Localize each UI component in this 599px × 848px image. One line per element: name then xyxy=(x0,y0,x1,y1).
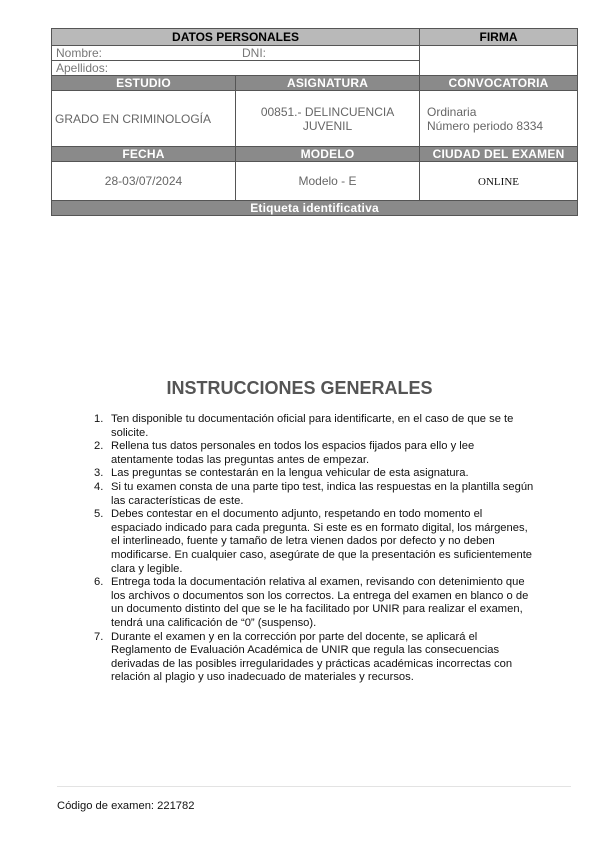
ciudad-header: CIUDAD DEL EXAMEN xyxy=(420,147,578,162)
instruction-line: tendrá una calificación de “0” (suspenso). xyxy=(111,616,317,629)
convocatoria-line-2: Número periodo 8334 xyxy=(427,118,544,133)
instruction-line: Reglamento de Evaluación Académica de UNIR que regula las consecuencias xyxy=(111,644,500,657)
ciudad-value-text: ONLINE xyxy=(478,176,519,188)
instruction-line: Rellena tus datos personales en todos los espacios fijados para ello y lee xyxy=(111,440,475,453)
instruction-line: Si tu examen consta de una parte tipo test, indica las respuestas en la plantilla según xyxy=(111,480,534,493)
apellidos-label: Apellidos: xyxy=(56,61,109,75)
estudio-value: GRADO EN CRIMINOLOGÍA xyxy=(52,91,236,147)
instruction-line: Debes contestar en el documento adjunto, respetando en todo momento el xyxy=(111,508,483,521)
instruction-number: 7. xyxy=(94,630,104,643)
instruction-item xyxy=(88,576,570,630)
instruction-line: un documento distinto del que se le ha facilitado por UNIR para realizar el examen, xyxy=(111,603,523,616)
ciudad-value xyxy=(420,162,578,201)
instruction-line: los archivos o documentos son los correctos. La entrega del examen en blanco o de xyxy=(111,589,529,602)
instruction-line: relación al plagio y uso inadecuado de materiales y recursos. xyxy=(111,671,414,684)
asignatura-value xyxy=(236,91,420,147)
instruction-number: 3. xyxy=(94,467,104,480)
convocatoria-header: CONVOCATORIA xyxy=(420,76,578,91)
etiqueta-identificativa-header: Etiqueta identificativa xyxy=(52,201,578,216)
instruction-item xyxy=(88,481,570,508)
footer-divider xyxy=(57,786,571,787)
instruction-line: atentamente todas las preguntas antes de empezar. xyxy=(111,453,370,466)
instruction-line: Entrega toda la documentación relativa al examen, revisando con detenimiento que xyxy=(111,576,525,589)
exam-code: Código de examen: 221782 xyxy=(57,800,195,812)
estudio-header: ESTUDIO xyxy=(52,76,236,91)
asignatura-header: ASIGNATURA xyxy=(236,76,420,91)
instruction-item xyxy=(88,508,570,576)
instruction-line: solicite. xyxy=(111,426,149,439)
instructions-title: INSTRUCCIONES GENERALES xyxy=(166,378,433,398)
instruction-item xyxy=(88,440,570,467)
instruction-line: el interlineado, fuente y tamaño de letra vienen dados por defecto y no deben xyxy=(111,535,495,548)
instruction-number: 1. xyxy=(94,413,104,425)
exam-header-table xyxy=(51,28,578,216)
nombre-dni-field[interactable] xyxy=(52,46,420,61)
instruction-item xyxy=(88,413,570,440)
dni-label: DNI: xyxy=(242,46,266,60)
datos-personales-header: DATOS PERSONALES xyxy=(52,29,420,46)
apellidos-field[interactable] xyxy=(52,61,420,76)
instruction-line: Las preguntas se contestarán en la lengua vehicular de esta asignatura. xyxy=(111,467,469,480)
instruction-number: 4. xyxy=(94,480,104,493)
instruction-line: derivadas de las posibles irregularidades y prácticas académicas incorrectas con xyxy=(111,657,513,670)
instruction-number: 2. xyxy=(94,440,104,453)
instruction-line: clara y legible. xyxy=(111,562,183,575)
instruction-item xyxy=(88,467,570,481)
instruction-line: las características de este. xyxy=(111,494,244,507)
fecha-header: FECHA xyxy=(52,147,236,162)
instruction-number: 6. xyxy=(94,576,104,589)
modelo-header: MODELO xyxy=(236,147,420,162)
asignatura-line-2: JUVENIL xyxy=(302,118,353,133)
convocatoria-value xyxy=(420,91,578,147)
asignatura-line-1: 00851.- DELINCUENCIA xyxy=(260,104,395,119)
instruction-line: Durante el examen y en la corrección por parte del docente, se aplicará el xyxy=(111,630,478,643)
instruction-line: modificarse. En cualquier caso, asegúrate de que la presentación es suficientemente xyxy=(111,548,533,561)
firma-header: FIRMA xyxy=(420,29,578,46)
convocatoria-line-1: Ordinaria xyxy=(427,104,477,119)
fecha-value: 28-03/07/2024 xyxy=(52,162,236,201)
nombre-label: Nombre: xyxy=(56,46,103,60)
instruction-item xyxy=(88,631,570,685)
instruction-number: 5. xyxy=(94,508,104,521)
firma-box[interactable] xyxy=(420,46,578,76)
instruction-line: espaciado indicado para cada pregunta. Si este es en formato digital, los márgenes, xyxy=(111,521,528,534)
instructions-list xyxy=(88,413,570,685)
modelo-value: Modelo - E xyxy=(236,162,420,201)
instruction-line: Ten disponible tu documentación oficial para identificarte, en el caso de que se te xyxy=(111,413,514,425)
